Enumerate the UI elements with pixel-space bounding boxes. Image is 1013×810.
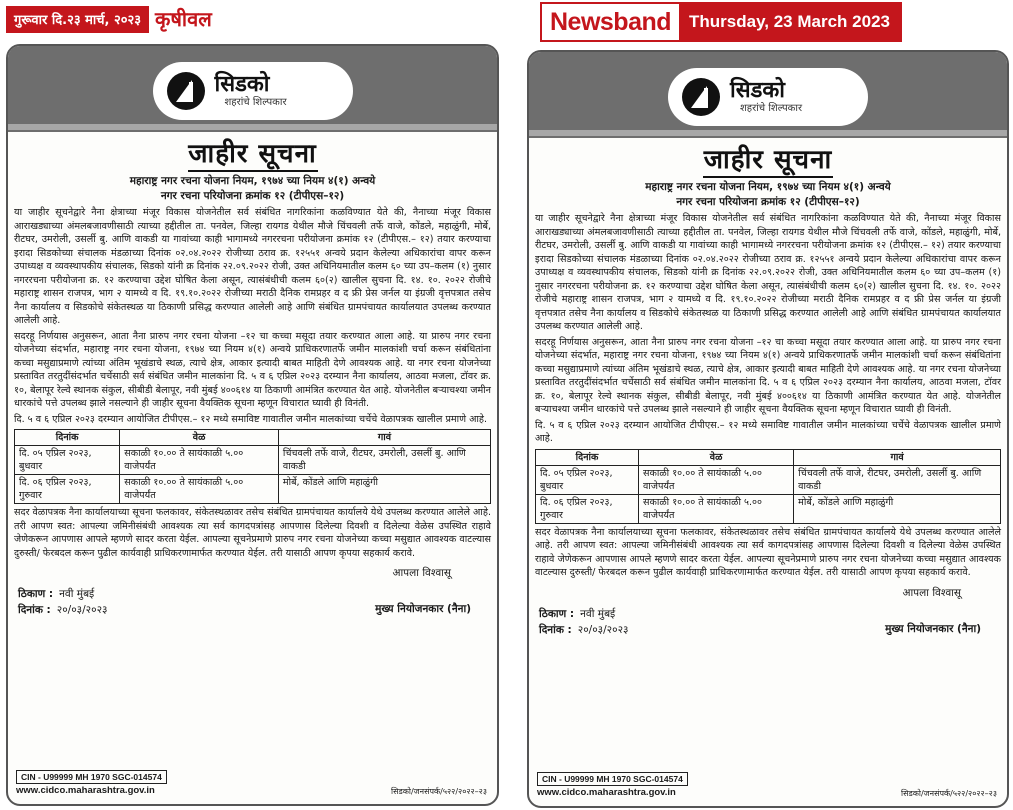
paragraph-schedule-intro: दि. ५ व ६ एप्रिल २०२३ दरम्यान आयोजित टीपीएस.– १२ मध्ये समाविष्ट गावातील जमीन मालकांच्या चर्चेचे वेळापत्रक खालील प्रमाणे आहे. xyxy=(535,419,1001,444)
date-value: २०/०३/२०२३ xyxy=(56,604,108,616)
table-cell: मोर्बे, कोंडले आणि महाळुंगी xyxy=(794,494,1001,523)
paragraph-instructions: सदर वेळापत्रक नैना कार्यालयाच्या सूचना फलकावर, संकेतस्थळावर तसेच संबंधित ग्रामपंचायत कार्यालये येथे उपलब्ध करण्यात आलेले आहे. तरी आपण स्वत: आपल्या जमिनीसंबंधी आवश्यक त्या सर्व कागदपत्रांसह आपणास दिलेल्या दिवशी व दिलेल्या वेळेस उपस्थित राहावे जेणेकरून आपणास आपले म्हणणे सादर करता येईल. आपल्या सूचनेप्रमाणे प्रारुप नगर रचना योजनेच्या कच्चा मसुद्यात आवश्यक वाटल्यास दुरुस्ती/ फेरबदल करून पुढील कार्यवाही प्राधिकरणामार्फत करण्यात येईल. तरी यासाठी आपण कृपया सहकार्य करावे. xyxy=(14,507,491,559)
table-header-time: वेळ xyxy=(120,430,279,446)
place-value: नवी मुंबई xyxy=(580,607,616,620)
signing-officer: मुख्य नियोजनकार (नैना) xyxy=(885,622,981,635)
cin-number: CIN - U99999 MH 1970 SGC-014574 xyxy=(16,770,167,784)
masthead-date: गुरूवार दि.२३ मार्च, २०२३ xyxy=(6,6,149,33)
place-label: ठिकाण : xyxy=(18,588,54,600)
reference-number: सिडको/जनसंपर्क/५२२/२०२२–२३ xyxy=(391,787,487,796)
krushival-clipping xyxy=(0,0,506,810)
signing-officer: मुख्य नियोजनकार (नैना) xyxy=(375,603,471,615)
reference-number: सिडको/जनसंपर्क/५२२/२०२२–२३ xyxy=(901,789,997,798)
website-link[interactable]: www.cidco.maharashtra.gov.in xyxy=(537,787,676,798)
public-notice xyxy=(527,50,1009,808)
newspaper-name: Newsband xyxy=(542,4,679,40)
table-cell: दि. ०६ एप्रिल २०२३, गुरुवार xyxy=(536,494,639,523)
table-cell: सकाळी १०.०० ते सायंकाळी ५.०० वाजेपर्यंत xyxy=(639,465,794,494)
paragraph-schedule-intro: दि. ५ व ६ एप्रिल २०२३ दरम्यान आयोजित टीपीएस.– १२ मध्ये समाविष्ट गावातील जमीन मालकांच्या चर्चेचे वेळापत्रक खालील प्रमाणे आहे. xyxy=(14,413,488,425)
newsband-clipping xyxy=(507,0,1013,810)
table-cell: मोर्बे, कोंडले आणि महाळुंगी xyxy=(278,475,490,504)
notice-subtitle-scheme: नगर रचना परियोजना क्रमांक १२ (टीपीएस–१२) xyxy=(160,190,345,202)
table-cell: दि. ०५ एप्रिल २०२३, बुधवार xyxy=(15,446,120,475)
header-stripe xyxy=(8,124,497,130)
paragraph-intro: या जाहीर सूचनेद्वारे नैना क्षेत्राच्या मंजूर विकास योजनेतील सर्व संबंधित नागरिकांना कळविण्यात येते की, नैनाच्या मंजूर विकास आराखड्याच्या अंमलबजावणीसाठी त्याच्या हद्दीतील ता. पनवेल, जिल्हा रायगड येथील मौजे चिंचवली तर्फे वाजे, कोंडले, महाळुंगी, मोर्बे, रीटघर, उमरोली, उसर्ली बु. आणि वाकडी या गावांच्या काही भागामध्ये नगररचना परीयोजना क्रमांक १२ (टीपीएस.– १२) तयार करण्याचा इरादा सिडकोच्या संचालक मंडळाच्या दिनांक ०२.०४.२०२२ रोजीच्या ठराव क्र. १२५५१ अन्वये प्रदान केलेल्या अधिकारांचा वापर करून उपाध्यक्ष व व्यवस्थापकीय संचालक, सिडको यांनी क्र दिनांक २२.०९.२०२२ रोजी, उक्त अधिनियमातील कलम ६० च्या उप–कलम (१) नुसार नगररचना परीयोजना क्र. १२ करण्याचा उद्देश घोषित केला असून, त्यासंबंधीची कलम ६०(२) खालील सुचना दि. १४. १०. २०२२ रोजीचे महाराष्ट्र शासन राजपत्र, भाग २ यामध्ये व दि. १९.१०.२०२२ रोजीच्या मराठी दैनिक रामप्रहर व द फ्री प्रेस जर्नल या इंग्रजी वृत्तपत्रात तसेच नैना कार्यालय व सिडकोचे संकेतस्थळ या ठिकाणी प्रसिद्ध करण्यात आलेली आहे आणि संबंधित ग्रामपंचायत कार्यालयात उपलब्ध करण्यात आलेली आहे. xyxy=(14,207,491,326)
krushival-masthead xyxy=(6,6,218,33)
notice-footer xyxy=(535,772,1001,802)
cidco-emblem-icon xyxy=(167,72,205,110)
table-row xyxy=(536,465,1001,494)
table-cell: सकाळी १०.०० ते सायंकाळी ५.०० वाजेपर्यंत xyxy=(120,446,279,475)
yours-faithfully: आपला विश्वासू xyxy=(392,567,451,579)
notice-subtitle-scheme: नगर रचना परियोजना क्रमांक १२ (टीपीएस–१२) xyxy=(676,196,860,208)
table-header-date: दिनांक xyxy=(15,430,120,446)
signature-block xyxy=(535,586,1001,648)
paragraph-draft: सदरहू निर्णयास अनुसरून, आता नैना प्रारुप नगर रचना योजना –१२ चा कच्चा मसूदा तयार करण्यात आला आहे. या प्रारुप नगर रचना योजनेच्या संदर्भात, महाराष्ट्र नगर रचना योजना, १९७४ च्या नियम ४(१) अन्वये प्राधिकरणातर्फे जमीन मालकांशी चर्चा करून संबंधितांना कच्चा मसुद्याप्रमाणे त्यांच्या अंतिम भूखंडाचे स्थळ, त्याचे क्षेत्र, आकार इत्यादी बाबत माहिती देणे आवश्यक आहे. या नगर रचना योजनेच्या प्रस्तावित तरतुदींसंदर्भात चर्चेसाठी सर्व संबंधित जमीन मालकांना दि. ५ व ६ एप्रिल २०२३ दरम्यान नैना कार्यालय, आठवा मजला, टॉवर क्र. १०, बेलापूर रेल्वे स्थानक संकुल, सीबीडी बेलापूर, नवी मुंबई ४००६१४ या ठिकाणी आमंत्रित करण्यात येत आहे. योजनेतील बऱ्याचश्या जमीन धारकांचे पत्ते उपलब्ध झाले नसल्याने ही जाहीर सूचना वैयक्तिक सूचना म्हणून विचारात घ्यावी ही विनंती. xyxy=(535,336,1001,415)
logo-tagline: शहरांचे शिल्पकार xyxy=(224,97,287,108)
signature-block xyxy=(14,566,491,628)
cidco-logo xyxy=(668,68,868,126)
notice-title: जाहीर सूचना xyxy=(703,145,833,175)
cidco-logo xyxy=(153,62,353,120)
masthead-date: Thursday, 23 March 2023 xyxy=(679,4,900,40)
place-date xyxy=(18,586,108,618)
paragraph-draft: सदरहू निर्णयास अनुसरून, आता नैना प्रारुप नगर रचना योजना –१२ चा कच्चा मसूदा तयार करण्यात आला आहे. या प्रारुप नगर रचना योजनेच्या संदर्भात, महाराष्ट्र नगर रचना योजना, १९७४ च्या नियम ४(१) अन्वये प्राधिकरणातर्फे जमीन मालकांशी चर्चा करून संबंधितांना कच्चा मसुद्याप्रमाणे त्यांच्या अंतिम भूखंडाचे स्थळ, त्याचे क्षेत्र, आकार इत्यादी बाबत माहिती देणे आवश्यक आहे. या नगर रचना योजनेच्या प्रस्तावित तरतुदींसंदर्भात चर्चेसाठी सर्व संबंधित जमीन मालकांना दि. ५ व ६ एप्रिल २०२३ दरम्यान नैना कार्यालय, आठवा मजला, टॉवर क्र. १०, बेलापूर रेल्वे स्थानक संकुल, सीबीडी बेलापूर, नवी मुंबई ४००६१४ या ठिकाणी आमंत्रित करण्यात येत आहे. योजनेतील बऱ्याचश्या जमीन धारकांचे पत्ते उपलब्ध झाले नसल्याने ही जाहीर सूचना वैयक्तिक सूचना म्हणून विचारात घ्यावी ही विनंती. xyxy=(14,330,491,409)
table-cell: चिंचवली तर्फे वाजे, रीटघर, उमरोली, उसर्ली बु. आणि वाकडी xyxy=(794,465,1001,494)
table-row xyxy=(536,494,1001,523)
yours-faithfully: आपला विश्वासू xyxy=(902,586,961,599)
notice-title: जाहीर सूचना xyxy=(188,139,317,169)
paragraph-intro: या जाहीर सूचनेद्वारे नैना क्षेत्राच्या मंजूर विकास योजनेतील सर्व संबंधित नागरिकांना कळविण्यात येते की, नैनाच्या मंजूर विकास आराखड्याच्या अंमलबजावणीसाठी त्याच्या हद्दीतील ता. पनवेल, जिल्हा रायगड येथील मौजे चिंचवली तर्फे वाजे, कोंडले, महाळुंगी, मोर्बे, रीटघर, उमरोली, उसर्ली बु. आणि वाकडी या गावांच्या काही भागामध्ये नगररचना परीयोजना क्रमांक १२ (टीपीएस.– १२) तयार करण्याचा इरादा सिडकोच्या संचालक मंडळाच्या दिनांक ०२.०४.२०२२ रोजीच्या ठराव क्र. १२५५१ अन्वये प्रदान केलेल्या अधिकारांचा वापर करून उपाध्यक्ष व व्यवस्थापकीय संचालक, सिडको यांनी क्र दिनांक २२.०९.२०२२ रोजी, उक्त अधिनियमातील कलम ६० च्या उप–कलम (१) नुसार नगररचना परीयोजना क्र. १२ करण्याचा उद्देश घोषित केला असून, त्यासंबंधीची कलम ६०(२) खालील सुचना दि. १४. १०. २०२२ रोजीचे महाराष्ट्र शासन राजपत्र, भाग २ यामध्ये व दि. १९.१०.२०२२ रोजीच्या मराठी दैनिक रामप्रहर व द फ्री प्रेस जर्नल या इंग्रजी वृत्तपत्रात तसेच नैना कार्यालय व सिडकोचे संकेतस्थळ या ठिकाणी प्रसिद्ध करण्यात आलेली आहे आणि संबंधित ग्रामपंचायत कार्यालयात उपलब्ध करण्यात आलेली आहे. xyxy=(535,213,1001,332)
newspaper-name: कृषीवल xyxy=(149,6,218,33)
website-link[interactable]: www.cidco.maharashtra.gov.in xyxy=(16,785,155,796)
table-cell: सकाळी १०.०० ते सायंकाळी ५.०० वाजेपर्यंत xyxy=(639,494,794,523)
header-stripe xyxy=(529,130,1007,136)
schedule-table xyxy=(535,449,1001,524)
logo-tagline: शहरांचे शिल्पकार xyxy=(740,103,803,114)
place-value: नवी मुंबई xyxy=(59,588,95,600)
logo-name: सिडको xyxy=(214,72,270,97)
table-cell: सकाळी १०.०० ते सायंकाळी ५.०० वाजेपर्यंत xyxy=(120,475,279,504)
table-header-villages: गावं xyxy=(278,430,490,446)
date-label: दिनांक : xyxy=(539,623,572,636)
table-row xyxy=(15,446,491,475)
notice-content xyxy=(14,138,491,798)
table-row xyxy=(15,475,491,504)
schedule-table xyxy=(14,429,491,504)
table-header-villages: गावं xyxy=(794,449,1001,465)
notice-subtitle-rule: महाराष्ट्र नगर रचना योजना नियम, १९७४ च्या नियम ४(१) अन्वये xyxy=(645,181,891,193)
table-cell: चिंचवली तर्फे वाजे, रीटघर, उमरोली, उसर्ली बु. आणि वाकडी xyxy=(278,446,490,475)
table-cell: दि. ०५ एप्रिल २०२३, बुधवार xyxy=(536,465,639,494)
public-notice xyxy=(6,44,499,806)
table-header-date: दिनांक xyxy=(536,449,639,465)
table-cell: दि. ०६ एप्रिल २०२३, गुरुवार xyxy=(15,475,120,504)
logo-name: सिडको xyxy=(730,78,785,103)
notice-subtitle-rule: महाराष्ट्र नगर रचना योजना नियम, १९७४ च्या नियम ४(१) अन्वये xyxy=(129,175,376,187)
cin-number: CIN - U99999 MH 1970 SGC-014574 xyxy=(537,772,688,786)
cidco-emblem-icon xyxy=(682,78,720,116)
newsband-masthead xyxy=(540,2,902,42)
date-label: दिनांक : xyxy=(18,604,51,616)
notice-content xyxy=(535,144,1001,800)
title-underline xyxy=(703,176,833,178)
title-underline xyxy=(188,170,318,172)
notice-footer xyxy=(14,770,491,800)
paragraph-instructions: सदर वेळापत्रक नैना कार्यालयाच्या सूचना फलकावर, संकेतस्थळावर तसेच संबंधित ग्रामपंचायत कार्यालये येथे उपलब्ध करण्यात आलेले आहे. तरी आपण स्वत: आपल्या जमिनीसंबंधी आवश्यक त्या सर्व कागदपत्रांसह आपणास दिलेल्या दिवशी व दिलेल्या वेळेस उपस्थित राहावे जेणेकरून आपणास आपले म्हणणे सादर करता येईल. आपल्या सूचनेप्रमाणे प्रारुप नगर रचना योजनेच्या कच्चा मसुद्यात आवश्यक वाटल्यास दुरुस्ती/ फेरबदल करून पुढील कार्यवाही प्राधिकरणामार्फत करण्यात येईल. तरी यासाठी आपण कृपया सहकार्य करावे. xyxy=(535,526,1001,578)
date-value: २०/०३/२०२३ xyxy=(577,623,629,636)
place-label: ठिकाण : xyxy=(539,607,575,620)
place-date xyxy=(539,606,629,638)
table-header-time: वेळ xyxy=(639,449,794,465)
